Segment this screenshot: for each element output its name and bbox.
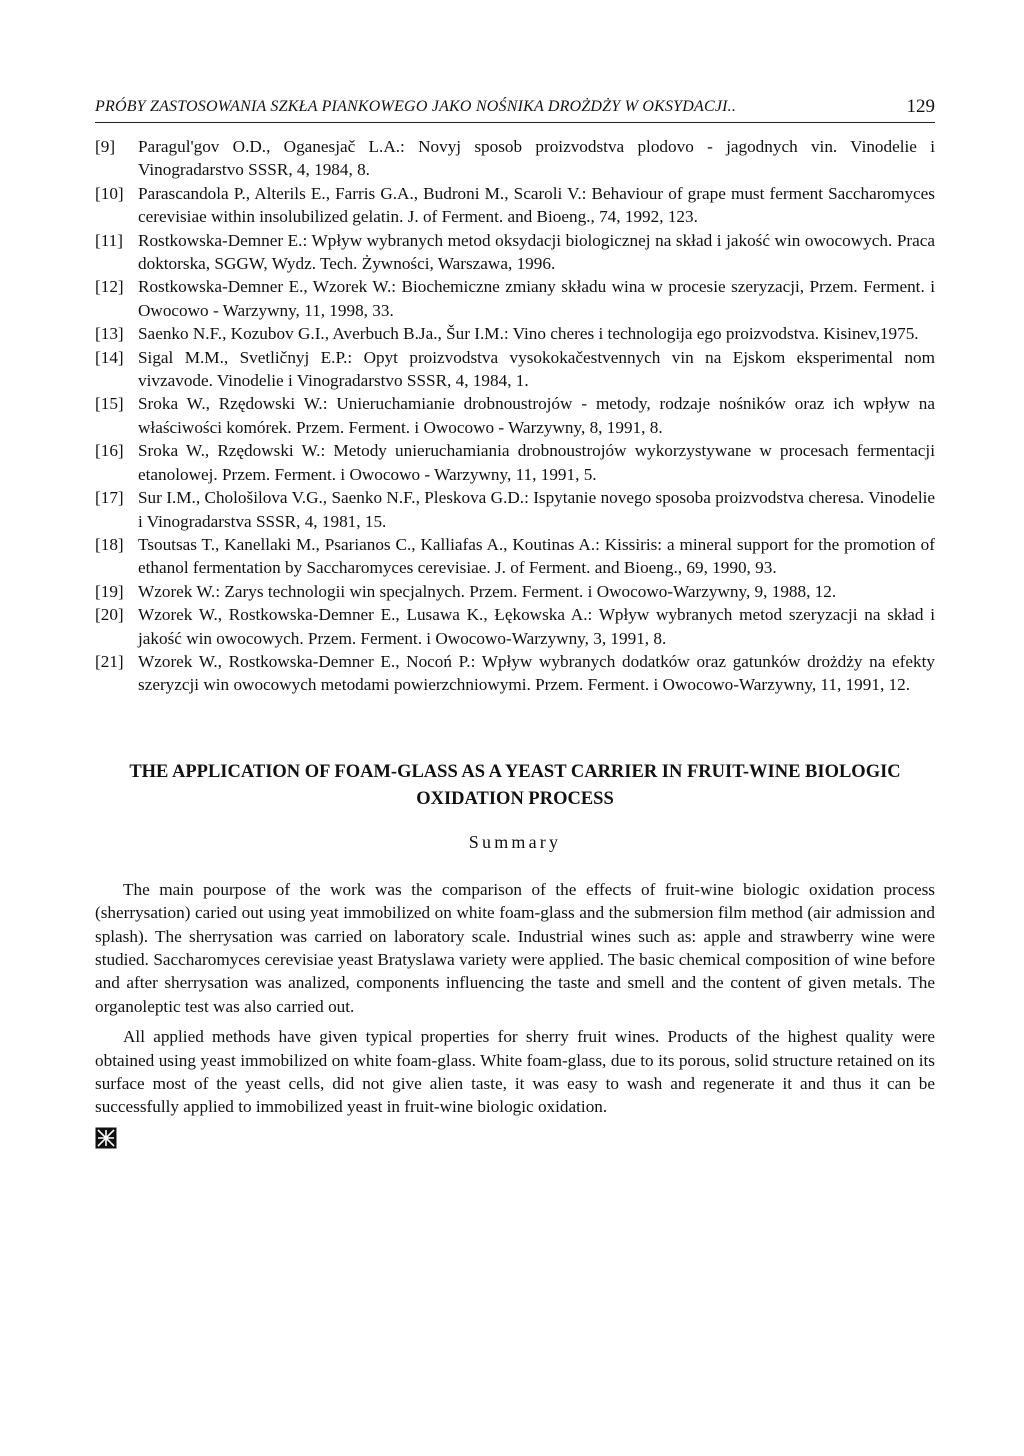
reference-number: [11] bbox=[95, 230, 123, 250]
reference-item bbox=[95, 275, 935, 322]
reference-text: Saenko N.F., Kozubov G.I., Averbuch B.Ja., Šur I.M.: Vino cheres i technologija ego proizvodstva. Kisinev,1975. bbox=[138, 324, 919, 344]
reference-text: Wzorek W.: Zarys technologii win specjalnych. Przem. Ferment. i Owocowo-Warzywny, 9, 1988, 12. bbox=[138, 581, 837, 601]
page-number: 129 bbox=[906, 96, 935, 117]
reference-text: Sroka W., Rzędowski W.: Metody unieruchamiania drobnoustrojów wykorzystywane w procesach fermentacji etanolowej. Przem. Ferment. i Owocowo - Warzywny, 11, 1991, 5. bbox=[138, 441, 935, 484]
reference-number: [13] bbox=[95, 324, 124, 344]
reference-number: [16] bbox=[95, 441, 124, 461]
reference-text: Sroka W., Rzędowski W.: Unieruchamianie drobnoustrojów - metody, rodzaje nośników oraz ich wpływ na właściwości komórek. Przem. Ferment. i Owocowo - Warzywny, 8, 1991, 8. bbox=[138, 394, 935, 437]
reference-number: [10] bbox=[95, 183, 124, 203]
end-of-article-icon bbox=[95, 1127, 117, 1149]
reference-number: [17] bbox=[95, 488, 124, 508]
reference-text: Tsoutsas T., Kanellaki M., Psarianos C., Kalliafas A., Koutinas A.: Kissiris: a mineral support for the promotion of ethanol fermentation by Saccharomyces cerevisiae. J. of Ferment. and Bioeng., 69, 1990, 93. bbox=[138, 534, 935, 578]
reference-item bbox=[95, 486, 935, 533]
page bbox=[95, 96, 935, 1154]
reference-number: [9] bbox=[95, 137, 116, 156]
reference-text: Rostkowska-Demner E., Wzorek W.: Biochemiczne zmiany składu wina w procesie szeryzacji, Przem. Ferment. i Owocowo - Warzywny, 11, 1998, 33. bbox=[138, 277, 935, 320]
reference-number: [21] bbox=[95, 651, 124, 671]
reference-number: [14] bbox=[95, 347, 124, 367]
reference-text: Rostkowska-Demner E.: Wpływ wybranych metod oksydacji biologicznej na skład i jakość win owocowych. Praca doktorska, SGGW, Wydz. Tech. Żywności, Warszawa, 1996. bbox=[138, 230, 935, 274]
reference-text: Wzorek W., Rostkowska-Demner E., Nocoń P.: Wpływ wybranych dodatków oraz gatunków drożdży na efekty szeryzcji win owocowych metodami powierzchniowymi. Przem. Ferment. i Owocowo-Warzywny, 11, 1991, 12. bbox=[138, 651, 935, 695]
reference-text: Sur I.M., Chološilova V.G., Saenko N.F., Pleskova G.D.: Ispytanie novego sposoba proizvodstva cheresa. Vinodelie i Vinogradarstva SSSR, 4, 1981, 15. bbox=[138, 488, 935, 531]
reference-item bbox=[95, 650, 935, 697]
reference-item bbox=[95, 182, 935, 229]
reference-text: Parascandola P., Alterils E., Farris G.A., Budroni M., Scaroli V.: Behaviour of grape must ferment Saccharomyces cerevisiae within insolubilized gelatin. J. of Ferment. and Bioeng., 74, 1992, 123. bbox=[138, 183, 935, 227]
reference-item bbox=[95, 580, 935, 603]
summary-paragraph-2: All applied methods have given typical properties for sherry fruit wines. Products of the highest quality were obtained using yeast immobilized on white foam-glass. White foam-glass, due to its porous, solid structure retained on its surface most of the yeast cells, did not give alien taste, it was easy to wash and regenerate it and thus it can be successfully applied to immobilized yeast in fruit-wine biologic oxidation. bbox=[95, 1027, 935, 1117]
reference-text: Paragul'gov O.D., Oganesjač L.A.: Novyj sposob proizvodstva plodovo - jagodnych vin. Vinodelie i Vinogradarstvo SSSR, 4, 1984, 8. bbox=[138, 137, 935, 180]
reference-item bbox=[95, 603, 935, 650]
reference-item bbox=[95, 346, 935, 393]
reference-text: Wzorek W., Rostkowska-Demner E., Lusawa K., Łękowska A.: Wpływ wybranych metod szeryzacji na skład i jakość win owocowych. Przem. Ferment. i Owocowo-Warzywny, 3, 1991, 8. bbox=[138, 605, 935, 648]
running-title: PRÓBY ZASTOSOWANIA SZKŁA PIANKOWEGO JAKO NOŚNIKA DROŻDŻY W OKSYDACJI.. bbox=[95, 98, 737, 115]
reference-number: [12] bbox=[95, 277, 124, 297]
reference-list bbox=[95, 135, 935, 697]
running-header bbox=[95, 96, 935, 123]
reference-item bbox=[95, 392, 935, 439]
reference-number: [20] bbox=[95, 605, 124, 625]
reference-item bbox=[95, 322, 935, 345]
reference-item bbox=[95, 533, 935, 580]
reference-number: [18] bbox=[95, 534, 124, 554]
reference-item bbox=[95, 135, 935, 182]
reference-item bbox=[95, 229, 935, 276]
reference-text: Sigal M.M., Svetličnyj E.P.: Opyt proizvodstva vysokokačestvennych vin na Ejskom eksperimental nom vivzavode. Vinodelie i Vinogradarstvo SSSR, 4, 1984, 1. bbox=[138, 347, 935, 391]
summary-heading: Summary bbox=[468, 831, 562, 852]
summary-title: THE APPLICATION OF FOAM-GLASS AS A YEAST CARRIER IN FRUIT-WINE BIOLOGIC OXIDATION PROCESS bbox=[129, 761, 901, 809]
summary-paragraph-1: The main pourpose of the work was the comparison of the effects of fruit-wine biologic oxidation process (sherrysation) caried out using yeat immobilized on white foam-glass and the submersion film method (air admission and splash). The sherrysation was carried on laboratory scale. Industrial wines such as: apple and strawberry wine were studied. Saccharomyces cerevisiae yeast Bratyslawa variety were applied. The basic chemical composition of wine before and after sherrysation was analized, components influencing the taste and smell and the content of given metals. The organoleptic test was also carried out. bbox=[95, 879, 935, 1016]
reference-number: [19] bbox=[95, 581, 124, 601]
reference-item bbox=[95, 439, 935, 486]
reference-number: [15] bbox=[95, 394, 124, 414]
